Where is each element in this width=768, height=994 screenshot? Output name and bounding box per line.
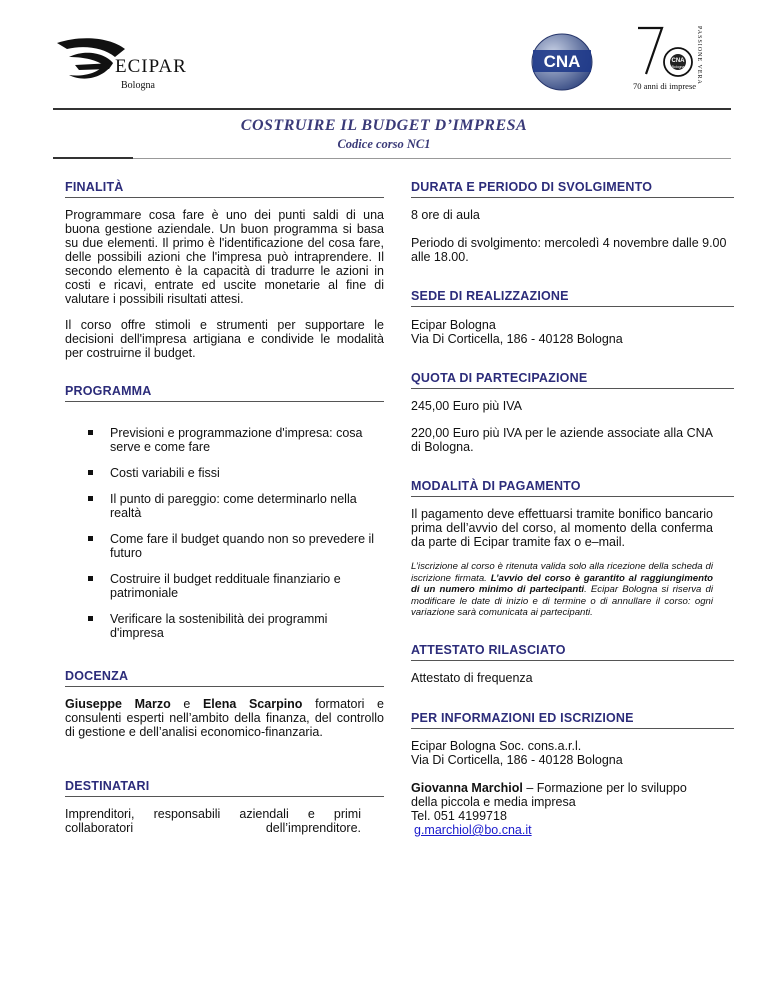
svg-text:Bologna: Bologna [671,65,685,69]
attestato-text: Attestato di frequenza [411,671,533,685]
bullet-icon [88,536,93,541]
course-code: Codice corso NC1 [337,137,431,151]
info-rule [411,728,734,729]
programma-heading: PROGRAMMA [65,384,152,398]
list-item: Costi variabili e fissi [88,466,384,480]
ecipar-city: Bologna [121,80,155,91]
info-company: Ecipar Bologna Soc. cons.a.r.l. [411,739,582,753]
durata-heading: DURATA E PERIODO DI SVOLGIMENTO [411,180,653,194]
cna-logo [527,32,597,92]
durata-rule [411,197,734,198]
sede-heading: SEDE DI REALIZZAZIONE [411,289,569,303]
info-email-link[interactable]: g.marchiol@bo.cna.it [414,823,532,837]
programma-rule [65,401,384,402]
title-divider [53,158,731,159]
info-heading: PER INFORMAZIONI ED ISCRIZIONE [411,711,634,725]
info-address: Via Di Corticella, 186 - 40128 Bologna [411,753,623,767]
finalita-rule [65,197,384,198]
passione-vera-label: PASSIONE VERA [696,26,702,85]
programma-list [88,426,384,652]
info-contact: Giovanna Marchiol – Formazione per lo sviluppo della piccola e media impresa [411,781,687,809]
finalita-paragraph-1: Programmare cosa fare è uno dei punti saldi di una buona gestione aziendale. Un buon programma si basa su due elementi. Il primo è l'identificazione del cosa fare, delle possibili azioni che l'impresa può intraprendere. Il secondo elemento è la capacità di tradurre le azioni in costi e ricavi, entrate ed uscite monetarie al fine di valutare i possibili risultati attesi. [65,208,384,306]
pagamento-heading: MODALITÀ DI PAGAMENTO [411,479,581,493]
finalita-heading: FINALITÀ [65,180,124,194]
quota-price-associates: 220,00 Euro più IVA per le aziende associate alla CNA di Bologna. [411,426,713,454]
pagamento-note: L’iscrizione al corso è ritenuta valida solo alla ricezione della scheda di iscrizione firmata. L’avvio del corso è garantito al raggiungimento di un numero minimo di partecipanti. Ecipar Bologna si riserva di modificare le date di inizio e di termine o di annullare il corso: ogni variazione sarà comunicata ai partecipanti. [411,561,713,618]
list-item: Previsioni e programmazione d'impresa: cosa serve e come fare [88,426,384,454]
destinatari-heading: DESTINATARI [65,779,150,793]
info-phone: Tel. 051 4199718 [411,809,507,823]
durata-period: Periodo di svolgimento: mercoledì 4 novembre dalle 9.00 alle 18.00. [411,236,727,264]
destinatari-rule [65,796,384,797]
header-divider [53,108,731,110]
list-item: Il punto di pareggio: come determinarlo nella realtà [88,492,384,520]
pagamento-rule [411,496,734,497]
title-divider-accent [53,157,133,159]
list-item: Verificare la sostenibilità dei programmi d'impresa [88,612,384,640]
quota-heading: QUOTA DI PARTECIPAZIONE [411,371,588,385]
bullet-icon [88,576,93,581]
quota-rule [411,388,734,389]
bullet-icon [88,470,93,475]
svg-text:CNA: CNA [671,58,685,64]
ecipar-wordmark: ECIPAR [115,56,187,77]
durata-hours: 8 ore di aula [411,208,480,222]
docenza-heading: DOCENZA [65,669,129,683]
seventy-years-caption: 70 anni di imprese [633,81,697,91]
attestato-rule [411,660,734,661]
sede-line-1: Ecipar Bologna [411,318,496,332]
bullet-icon [88,430,93,435]
bullet-icon [88,496,93,501]
pagamento-text: Il pagamento deve effettuarsi tramite bonifico bancario prima dell’avvio del corso, al momento della conferma da parte di Ecipar tramite fax o e–mail. [411,507,713,549]
docenza-text: Giuseppe Marzo e Elena Scarpino formatori e consulenti esperti nell’ambito della finanza, del controllo di gestione e dell’analisi economico-finanzaria. [65,697,385,739]
attestato-heading: ATTESTATO RILASCIATO [411,643,566,657]
docenza-rule [65,686,384,687]
sede-rule [411,306,734,307]
sede-line-2: Via Di Corticella, 186 - 40128 Bologna [411,332,623,346]
list-item: Costruire il budget reddituale finanziario e patrimoniale [88,572,384,600]
finalita-paragraph-2: Il corso offre stimoli e strumenti per supportare le decisioni dell'impresa artigiana e condivide le modalità per costruirne il budget. [65,318,384,360]
list-item: Come fare il budget quando non so prevedere il futuro [88,532,384,560]
course-title: COSTRUIRE IL BUDGET D’IMPRESA [240,117,528,134]
svg-text:CNA: CNA [543,52,581,71]
quota-price: 245,00 Euro più IVA [411,399,522,413]
bullet-icon [88,616,93,621]
destinatari-text: Imprenditori, responsabili aziendali e primi collaboratori dell’imprenditore. [65,807,361,835]
